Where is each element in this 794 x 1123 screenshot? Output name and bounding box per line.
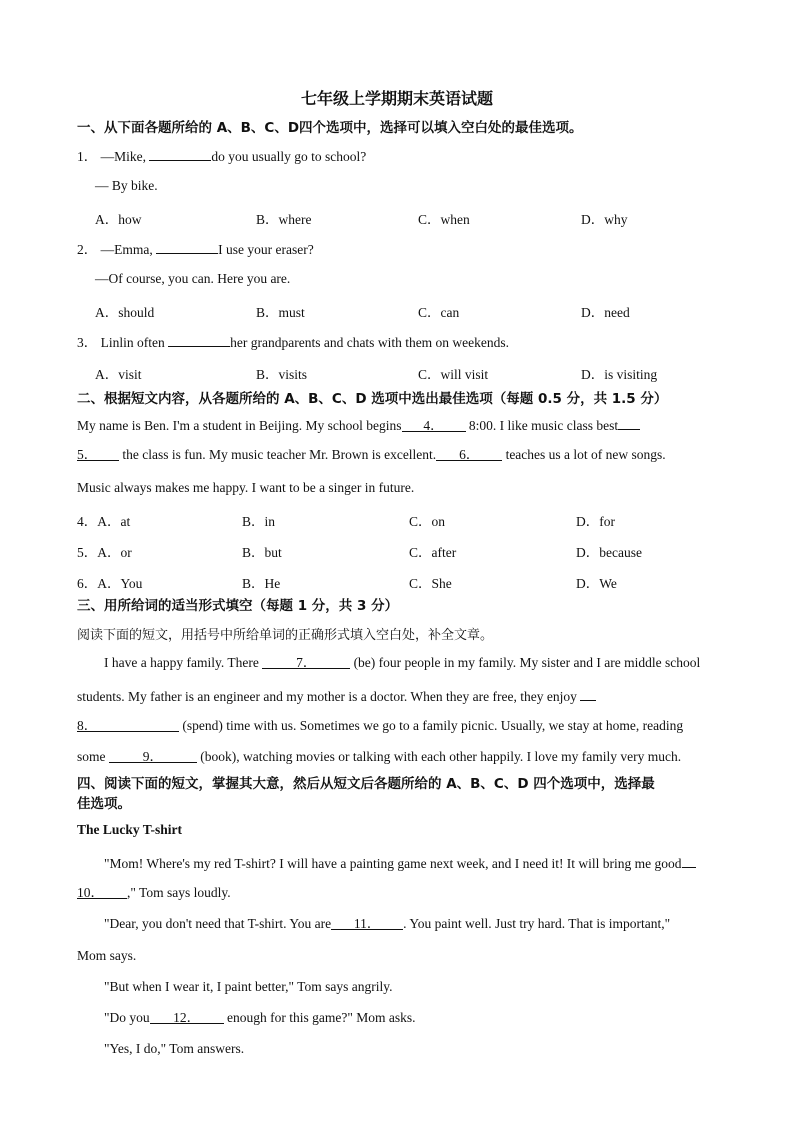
- passage-text: the class is fun. My music teacher Mr. Brown is excellent.: [122, 447, 437, 462]
- option-b: B．visits: [256, 367, 308, 382]
- option-d: D．for: [576, 514, 615, 529]
- answer-blank-6: [436, 446, 502, 461]
- option-d: D．We: [576, 576, 617, 591]
- section-3-instruction: 阅读下面的短文，用括号中所给单词的正确形式填入空白处，补全文章。: [77, 628, 494, 643]
- option-a: 4．A．at: [77, 514, 131, 529]
- passage-text: teaches us a lot of new songs.: [505, 447, 666, 462]
- answer-blank: [168, 332, 230, 347]
- section-3-heading: 三、用所给词的适当形式填空（每题 1 分，共 3 分）: [77, 598, 399, 614]
- answer-blank-5-start: [618, 415, 640, 430]
- passage-4-line-6: [104, 1009, 416, 1027]
- passage-4-title: The Lucky T-shirt: [77, 822, 183, 837]
- passage-2-line-3: Music always makes me happy. I want to be a singer in future.: [77, 480, 415, 495]
- answer-blank-7: [262, 654, 350, 669]
- answer-blank-4: [402, 417, 466, 432]
- question-number: 3．: [77, 335, 98, 350]
- passage-3-line-1: [104, 654, 700, 672]
- passage-text: students. My father is an engineer and my mother is a doctor. When they are free, they enjoy: [77, 689, 581, 704]
- question-number: 1．: [77, 149, 98, 164]
- answer-blank: [149, 146, 211, 161]
- passage-2-line-1: [77, 415, 640, 435]
- passage-text: (spend) time with us. Sometimes we go to a family picnic. Usually, we stay at home, reading: [179, 718, 684, 733]
- passage-4-line-5: "But when I wear it, I paint better," Tom says angrily.: [104, 979, 393, 994]
- passage-4-line-7: "Yes, I do," Tom answers.: [104, 1041, 245, 1056]
- passage-text: some: [77, 749, 109, 764]
- passage-text: ," Tom says loudly.: [127, 885, 231, 900]
- passage-4-line-1: [104, 853, 696, 873]
- option-c: C．will visit: [418, 367, 489, 382]
- option-d: D．need: [581, 305, 630, 320]
- option-a: 5．A．or: [77, 545, 132, 560]
- dialogue-line: —Of course, you can. Here you are.: [95, 271, 291, 286]
- heading-line: 佳选项。: [77, 796, 131, 812]
- blank-number: 5．: [77, 447, 98, 462]
- option-c: C．can: [418, 305, 460, 320]
- answer-blank-8-start: [580, 686, 596, 701]
- question-text: I use your eraser?: [218, 242, 314, 257]
- page-title: 七年级上学期期末英语试题: [300, 89, 493, 108]
- passage-text: "Mom! Where's my red T-shirt? I will have a painting game next week, and I need it! It will bring me good: [104, 856, 682, 871]
- option-d: D．why: [581, 212, 628, 227]
- option-c: C．She: [409, 576, 452, 591]
- question-text: her grandparents and chats with them on weekends.: [230, 335, 510, 350]
- option-c: C．when: [418, 212, 470, 227]
- passage-text: "Do you: [104, 1010, 150, 1025]
- blank-number: 9．: [142, 749, 163, 764]
- option-c: C．on: [409, 514, 446, 529]
- option-b: B．must: [256, 305, 305, 320]
- question-3: [77, 332, 509, 352]
- option-b: B．He: [242, 576, 281, 591]
- answer-blank-10-start: [682, 853, 696, 868]
- section-4-heading: [77, 774, 750, 814]
- answer-blank: [156, 239, 218, 254]
- question-text: Linlin often: [100, 335, 169, 350]
- answer-blank-12: [150, 1009, 224, 1024]
- answer-blank-9: [109, 748, 197, 763]
- answer-blank-5: [77, 446, 119, 461]
- passage-3-line-3: [77, 717, 683, 735]
- answer-blank-8: [77, 717, 179, 732]
- passage-text: I have a happy family. There: [104, 655, 263, 670]
- passage-text: 8:00. I like music class best: [468, 418, 619, 433]
- passage-text: (book), watching movies or talking with each other happily. I love my family very much.: [196, 749, 682, 764]
- option-a: A．visit: [95, 367, 142, 382]
- option-d: D．is visiting: [581, 367, 658, 382]
- answer-blank-11: [331, 915, 403, 930]
- option-b: B．but: [242, 545, 282, 560]
- option-c: C．after: [409, 545, 457, 560]
- passage-4-line-3: [104, 915, 670, 933]
- passage-text: . You paint well. Just try hard. That is important,": [403, 916, 671, 931]
- passage-text: My name is Ben. I'm a student in Beijing. My school begins: [77, 418, 402, 433]
- section-2-heading: 二、根据短文内容，从各题所给的 A、B、C、D 选项中选出最佳选项（每题 0.5 分，共 1.5 分）: [77, 391, 668, 407]
- heading-line: 四、阅读下面的短文，掌握其大意，然后从短文后各题所给的 A、B、C、D 四个选项中，选择最: [77, 776, 655, 792]
- passage-3-line-2: [77, 686, 596, 706]
- passage-text: enough for this game?" Mom asks.: [227, 1010, 416, 1025]
- question-text: —Emma,: [100, 242, 157, 257]
- blank-number: 10．: [77, 885, 104, 900]
- passage-3-line-4: [77, 748, 681, 766]
- passage-2-line-2: [77, 446, 666, 464]
- blank-number: 8．: [77, 718, 98, 733]
- question-number: 2．: [77, 242, 98, 257]
- question-2: [77, 239, 314, 259]
- dialogue-line: — By bike.: [95, 178, 158, 193]
- passage-text: "Dear, you don't need that T-shirt. You are: [104, 916, 332, 931]
- passage-4-line-4: Mom says.: [77, 948, 137, 963]
- blank-number: 7．: [296, 655, 317, 670]
- blank-number: 4．: [423, 418, 444, 433]
- passage-4-line-2: [77, 884, 231, 902]
- option-b: B．where: [256, 212, 312, 227]
- option-a: A．should: [95, 305, 155, 320]
- section-1-heading: 一、从下面各题所给的 A、B、C、D四个选项中，选择可以填入空白处的最佳选项。: [77, 120, 583, 136]
- blank-number: 12．: [173, 1010, 201, 1025]
- answer-blank-10: [77, 884, 127, 899]
- question-text: do you usually go to school?: [211, 149, 367, 164]
- blank-number: 11．: [353, 916, 381, 931]
- question-text: —Mike,: [100, 149, 150, 164]
- option-a: 6．A．You: [77, 576, 143, 591]
- question-1: [77, 146, 366, 166]
- blank-number: 6．: [459, 447, 480, 462]
- option-a: A．how: [95, 212, 142, 227]
- passage-text: (be) four people in my family. My sister and I are middle school: [350, 655, 701, 670]
- option-b: B．in: [242, 514, 276, 529]
- option-d: D．because: [576, 545, 642, 560]
